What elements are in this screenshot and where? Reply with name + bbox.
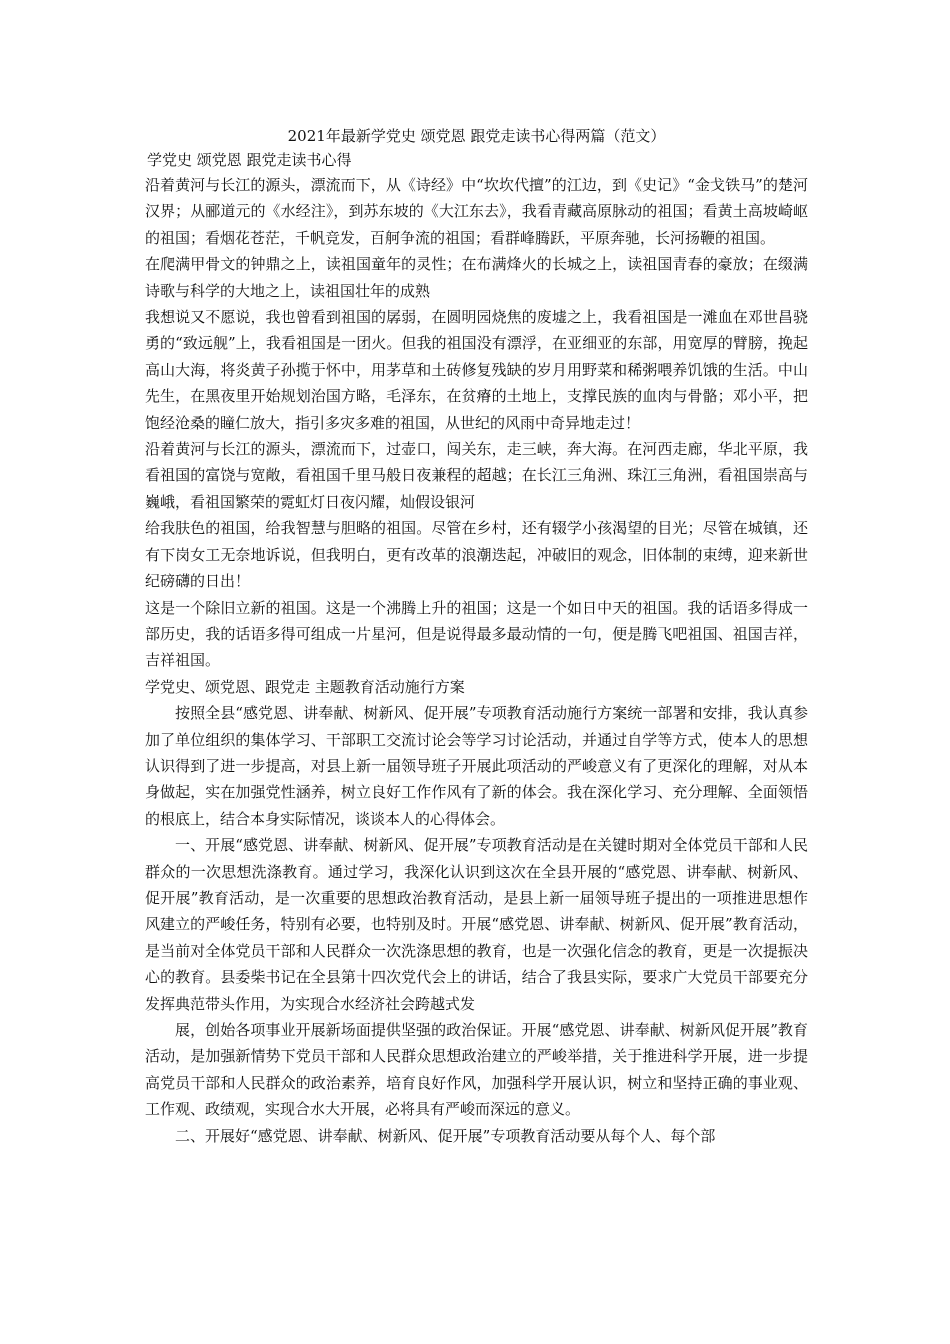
document-subtitle: 学党史 颂党恩 跟党走读书心得 — [147, 151, 352, 169]
document-page — [145, 124, 808, 1149]
paragraph-3: 我想说又不愿说，我也曾看到祖国的孱弱，在圆明园烧焦的废墟之上，我看祖国是一滩血在邓世昌骁勇的“致远舰”上，我看祖国是一团火。但我的祖国没有漂浮，在亚细亚的东部，用宽厚的臂膀，挽起高山大海，将炎黄子孙揽于怀中，用茅草和土砖修复残缺的岁月用野菜和稀粥喂养饥饿的生活。中山先生，在黑夜里开始规划治国方略，毛泽东，在贫瘠的土地上，支撑民族的血肉与骨骼；邓小平，把饱经沧桑的瞳仁放大，指引多灾多难的祖国，从世纪的风雨中奇异地走过！ — [145, 308, 808, 432]
indented-paragraph-4: 二、开展好“感党恩、讲奉献、树新风、促开展”专项教育活动要从每个人、每个部 — [175, 1126, 716, 1145]
paragraph-5: 给我肤色的祖国，给我智慧与胆略的祖国。尽管在乡村，还有辍学小孩渴望的目光；尽管在城镇，还有下岗女工无奈地诉说，但我明白，更有改革的浪潮迭起，冲破旧的观念，旧体制的束缚，迎来新世纪磅礴的日出！ — [145, 519, 808, 591]
paragraph-1: 沿着黄河与长江的源头，漂流而下，从《诗经》中“坎坎代擅”的江边，到《史记》“金戈铁马”的楚河汉界；从郦道元的《水经注》，到苏东坡的《大江东去》，我看青藏高原脉动的祖国；看黄土高坡崎岖的祖国；看烟花苍茫，千帆竞发，百舸争流的祖国；看群峰腾跃，平原奔驰，长河扬鞭的祖国。 — [145, 176, 808, 247]
section-heading: 学党史、颂党恩、跟党走 主题教育活动施行方案 — [145, 677, 465, 696]
paragraph-6: 这是一个除旧立新的祖国。这是一个沸腾上升的祖国；这是一个如日中天的祖国。我的话语多得成一部历史，我的话语多得可组成一片星河，但是说得最多最动情的一句，便是腾飞吧祖国、祖国吉祥，吉祥祖国。 — [145, 598, 808, 670]
paragraph-4: 沿着黄河与长江的源头，漂流而下，过壶口，闯关东，走三峡，奔大海。在河西走廊，华北平原，我看祖国的富饶与宽敞，看祖国千里马般日夜兼程的超越；在长江三角洲、珠江三角洲，看祖国崇高与巍峨，看祖国繁荣的霓虹灯日夜闪耀，灿假设银河 — [145, 440, 808, 511]
indented-paragraph-2: 一、开展“感党恩、讲奉献、树新风、促开展”专项教育活动是在关键时期对全体党员干部和人民群众的一次思想洗涤教育。通过学习，我深化认识到这次在全县开展的“感党恩、讲奉献、树新风、促开展”教育活动，是一次重要的思想政治教育活动，是县上新一届领导班子提出的一项推进思想作风建立的严峻任务，特别有必要，也特别及时。开展“感党恩、讲奉献、树新风、促开展”教育活动，是当前对全体党员干部和人民群众一次洗涤思想的教育，也是一次强化信念的教育，更是一次提振决心的教育。县委柴书记在全县第十四次党代会上的讲话，结合了我县实际，要求广大党员干部要充分发挥典范带头作用，为实现合水经济社会跨越式发 — [145, 836, 808, 1013]
paragraph-2: 在爬满甲骨文的钟鼎之上，读祖国童年的灵性；在布满烽火的长城之上，读祖国青春的豪放；在缀满诗歌与科学的大地之上，读祖国壮年的成熟 — [145, 255, 808, 300]
indented-paragraph-3: 展，创始各项事业开展新场面提供坚强的政治保证。开展“感党恩、讲奉献、树新风促开展”教育活动，是加强新情势下党员干部和人民群众思想政治建立的严峻举措，关于推进科学开展，进一步提高党员干部和人民群众的政治素养，培育良好作风，加强科学开展认识，树立和坚持正确的事业观、工作观、政绩观，实现合水大开展，必将具有严峻而深远的意义。 — [145, 1021, 808, 1119]
document-title: 2021年最新学党史 颂党恩 跟党走读书心得两篇（范文） — [287, 127, 666, 145]
indented-paragraph-1: 按照全县“感党恩、讲奉献、树新风、促开展”专项教育活动施行方案统一部署和安排，我认真参加了单位组织的集体学习、干部职工交流讨论会等学习讨论活动，并通过自学等方式，使本人的思想认识得到了进一步提高，对县上新一届领导班子开展此项活动的严峻意义有了更深化的理解，对从本身做起，实在加强党性涵养，树立良好工作作风有了新的体会。我在深化学习、充分理解、全面领悟的根底上，结合本身实际情况，谈谈本人的心得体会。 — [145, 704, 808, 828]
